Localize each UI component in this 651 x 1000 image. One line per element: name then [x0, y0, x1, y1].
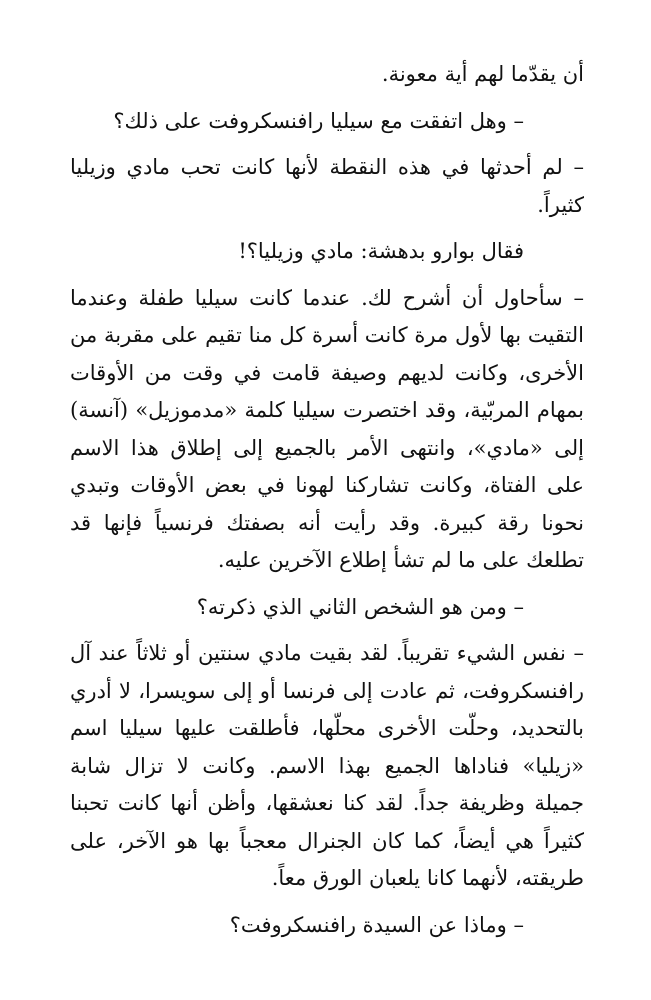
paragraph-6: – ومن هو الشخص الثاني الذي ذكرته؟ [196, 594, 524, 619]
book-page [70, 56, 584, 953]
paragraph-4: فقال بوارو بدهشة: مادي وزيليا؟! [238, 239, 524, 263]
paragraph-5: – سأحاول أن أشرح لك. عندما كانت سيليا طفلة وعندما التقيت بها لأول مرة كانت أسرة كل منا تقيم على مقربة من الأخرى، وكانت لديهم وصيفة قامت في وقت من الأوقات بمهام المربّية، وقد اختصرت سيليا كلمة «مدموزيل» (آنسة) إلى «مادي»، وانتهى الأمر بالجميع إلى إطلاق هذا الاسم على الفتاة، وكانت تشاركنا لهونا في بعض الأوقات وتبدي نحونا رقة كبيرة. وقد رأيت أنه بصفتك فرنسياً فإنها قد تطلعك على ما لم تشأ إطلاع الآخرين عليه. [70, 285, 584, 572]
paragraph-2: – وهل اتفقت مع سيليا رافنسكروفت على ذلك؟ [113, 108, 524, 133]
paragraph-3: – لم أحدثها في هذه النقطة لأنها كانت تحب مادي وزيليا كثيراً. [70, 155, 584, 217]
paragraph-7: – نفس الشيء تقريباً. لقد بقيت مادي سنتين أو ثلاثاً عند آل رافنسكروفت، ثم عادت إلى فرنسا أو إلى سويسرا، لا أدري بالتحديد، وحلّت الأخرى محلّها، فأطلقت عليها سيليا اسم «زيليا» فناداها الجميع بهذا الاسم. وكانت لا تزال شابة جميلة وظريفة جداً. لقد كنا نعشقها، وأظن أنها كانت تحبنا كثيراً هي أيضاً، كما كان الجنرال معجباً بها هو الآخر، على طريقته، لأنهما كانا يلعبان الورق معاً. [70, 641, 584, 890]
paragraph-8: – وماذا عن السيدة رافنسكروفت؟ [229, 912, 524, 937]
paragraph-1: أن يقدّما لهم أية معونة. [381, 62, 584, 86]
